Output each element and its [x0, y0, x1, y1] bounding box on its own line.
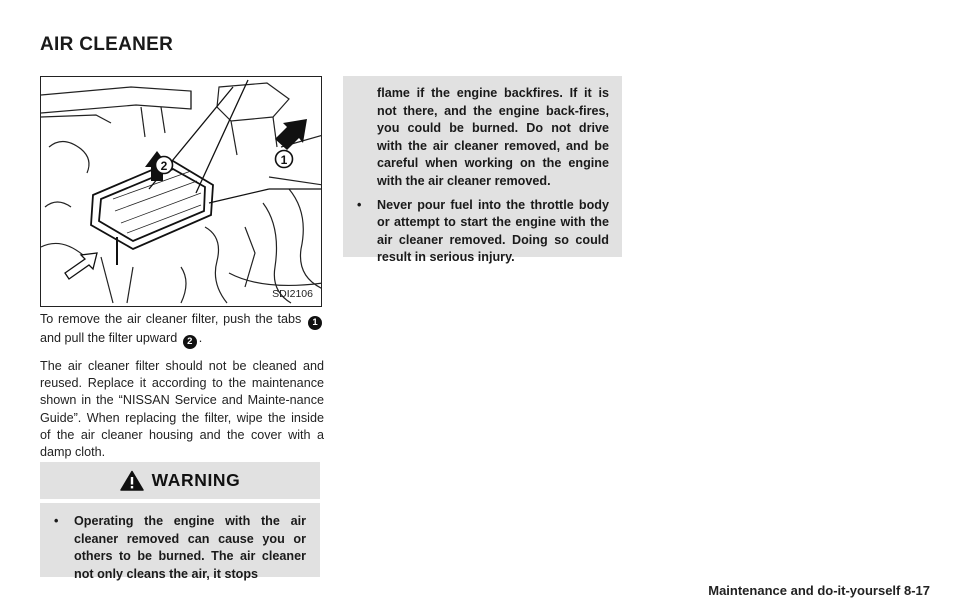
warning-bullet-2 [357, 197, 609, 267]
warning-bullet-1-continued: flame if the engine backfires. If it is not there, and the engine back-fires, you could be burned. Do not drive with the air cleaner removed, and be careful when working on the engine with the air cleaner removed. [377, 86, 609, 188]
bullet-icon: • [357, 197, 362, 212]
warning-box-part-1 [40, 503, 320, 581]
section-title: AIR CLEANER [40, 34, 174, 55]
warning-bullet-2-text: Never pour fuel into the throttle body or attempt to start the engine with the air cleaner removed. Doing so could result in serious injury. [377, 197, 609, 265]
air-cleaner-illustration [40, 76, 322, 307]
intro-p1-text-b: and pull the filter upward [40, 331, 178, 345]
intro-paragraph-2: The air cleaner filter should not be cleaned and reused. Replace it according to the maintenance shown in the “NISSAN Service and Mainte-nance Guide”. When replacing the filter, wipe the inside of the air cleaner housing and the cover with a damp cloth. [40, 359, 324, 460]
warning-title: WARNING [151, 470, 241, 490]
intro-p1-text-a: To remove the air cleaner filter, push the tabs [40, 312, 302, 326]
warning-bullet-1-text: Operating the engine with the air cleaner removed can cause you or others to be burned. The air cleaner not only cleans the air, it stops [74, 514, 306, 581]
warning-triangle-icon [120, 470, 144, 491]
warning-box-part-2 [343, 76, 622, 265]
callout-2: 2 [160, 159, 168, 173]
callout-1: 1 [280, 153, 288, 167]
intro-text [40, 311, 324, 470]
circle-number-2-icon: 2 [183, 335, 197, 349]
warning-header [40, 462, 320, 499]
intro-p1-text-c: . [198, 331, 203, 345]
figure-code: SDI2106 [272, 288, 313, 300]
engine-bay-drawing [41, 77, 322, 307]
circle-number-1-icon: 1 [308, 316, 322, 330]
intro-paragraph-1 [40, 311, 324, 349]
warning-bullet-1 [54, 513, 306, 583]
page-footer: Maintenance and do-it-yourself 8-17 [708, 583, 930, 598]
bullet-icon: • [54, 514, 59, 528]
